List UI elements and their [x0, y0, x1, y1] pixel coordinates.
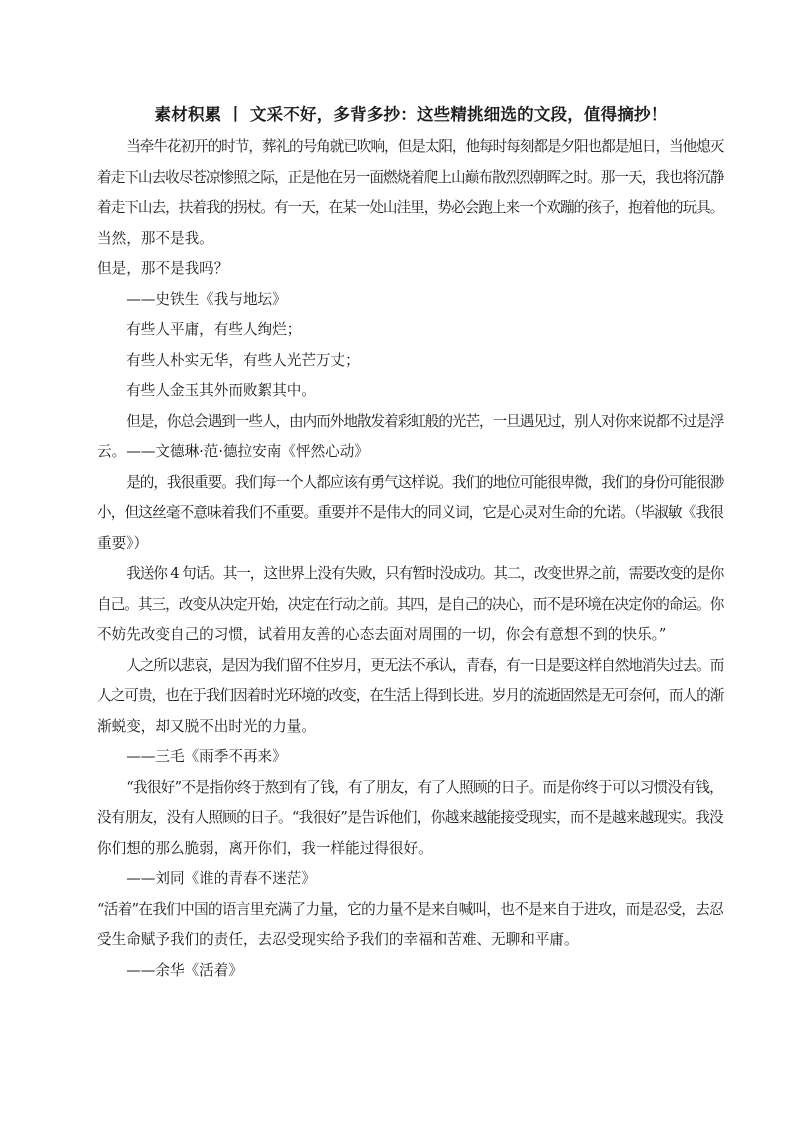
text-line: “我很好”不是指你终于熬到有了钱，有了朋友，有了人照顾的日子。而是你终于可以习惯没有钱，	[126, 778, 724, 796]
text-line: 我送你 4 句话。其一，这世界上没有失败，只有暂时没成功。其二，改变世界之前，需要改变的是你	[126, 565, 724, 582]
text-line: 重要》）	[97, 534, 149, 552]
text-line: 但是，那不是我吗？	[97, 260, 229, 277]
document-page	[97, 98, 723, 986]
text-line: 着走下山去，扶着我的拐杖。有一天，在某一处山洼里，势必会跑上来一个欢蹦的孩子，抱着他的玩具。	[97, 199, 724, 216]
text-line: ——三毛《雨季不再来》	[126, 748, 287, 765]
text-line: 云。——文德琳·范·德拉安南《怦然心动》	[97, 443, 369, 460]
text-line: 没有朋友，没有人照顾的日子。“我很好”是告诉他们，你越来越能接受现实，而不是越来越现实。我没	[97, 809, 724, 826]
text-line: 是的，我很重要。我们每一个人都应该有勇气这样说。我们的地位可能很卑微，我们的身份可能很渺	[126, 473, 724, 491]
document-title: 素材积累 丨 文采不好，多背多抄：这些精挑细选的文段，值得摘抄！	[154, 105, 668, 124]
text-line: 渐蜕变，却又脱不出时光的力量。	[97, 717, 316, 735]
text-line: 有些人金玉其外而败絮其中。	[126, 382, 316, 399]
text-line: ——刘同《谁的青春不迷茫》	[126, 870, 316, 887]
text-line: 人之所以悲哀，是因为我们留不住岁月，更无法不承认，青春，有一日是要这样自然地消失过去。而	[126, 656, 724, 674]
text-line: “活着”在我们中国的语言里充满了力量，它的力量不是来自喊叫，也不是来自于进攻，而是忍受，去忍	[97, 900, 724, 918]
text-line: 人之可贵，也在于我们因着时光环境的改变，在生活上得到长进。岁月的流逝固然是无可奈何，而人的渐	[97, 687, 724, 704]
text-line: 当牵牛花初开的时节，葬礼的号角就已吹响，但是太阳，他每时每刻都是夕阳也都是旭日，当他熄灭	[126, 138, 724, 155]
text-line: 有些人平庸，有些人绚烂；	[126, 321, 302, 338]
text-line: 当然，那不是我。	[97, 229, 214, 247]
text-line: 自己。其三，改变从决定开始，决定在行动之前。其四，是自己的决心，而不是环境在决定你的命运。你	[97, 595, 724, 613]
document-body	[97, 132, 723, 986]
text-line: ——余华《活着》	[126, 961, 243, 979]
text-line: ——史铁生《我与地坛》	[126, 290, 287, 308]
text-line: 但是，你总会遇到一些人，由内而外地散发着彩虹般的光芒，一旦遇见过，别人对你来说都不过是浮	[126, 412, 724, 430]
text-line: 你们想的那么脆弱，离开你们，我一样能过得很好。	[97, 839, 433, 857]
text-line: 受生命赋予我们的责任，去忍受现实给予我们的幸福和苦难、无聊和平庸。	[97, 931, 579, 948]
text-line: 不妨先改变自己的习惯，试着用友善的心态去面对周围的一切，你会有意想不到的快乐。”	[97, 626, 667, 643]
text-line: 着走下山去收尽苍凉惨照之际，正是他在另一面燃烧着爬上山巅布散烈烈朝晖之时。那一天，我也将沉静	[97, 168, 724, 186]
text-line: 有些人朴实无华，有些人光芒万丈；	[126, 351, 360, 369]
text-line: 小，但这丝毫不意味着我们不重要。重要并不是伟大的同义词，它是心灵对生命的允诺。（毕淑敏《我很	[97, 504, 724, 521]
